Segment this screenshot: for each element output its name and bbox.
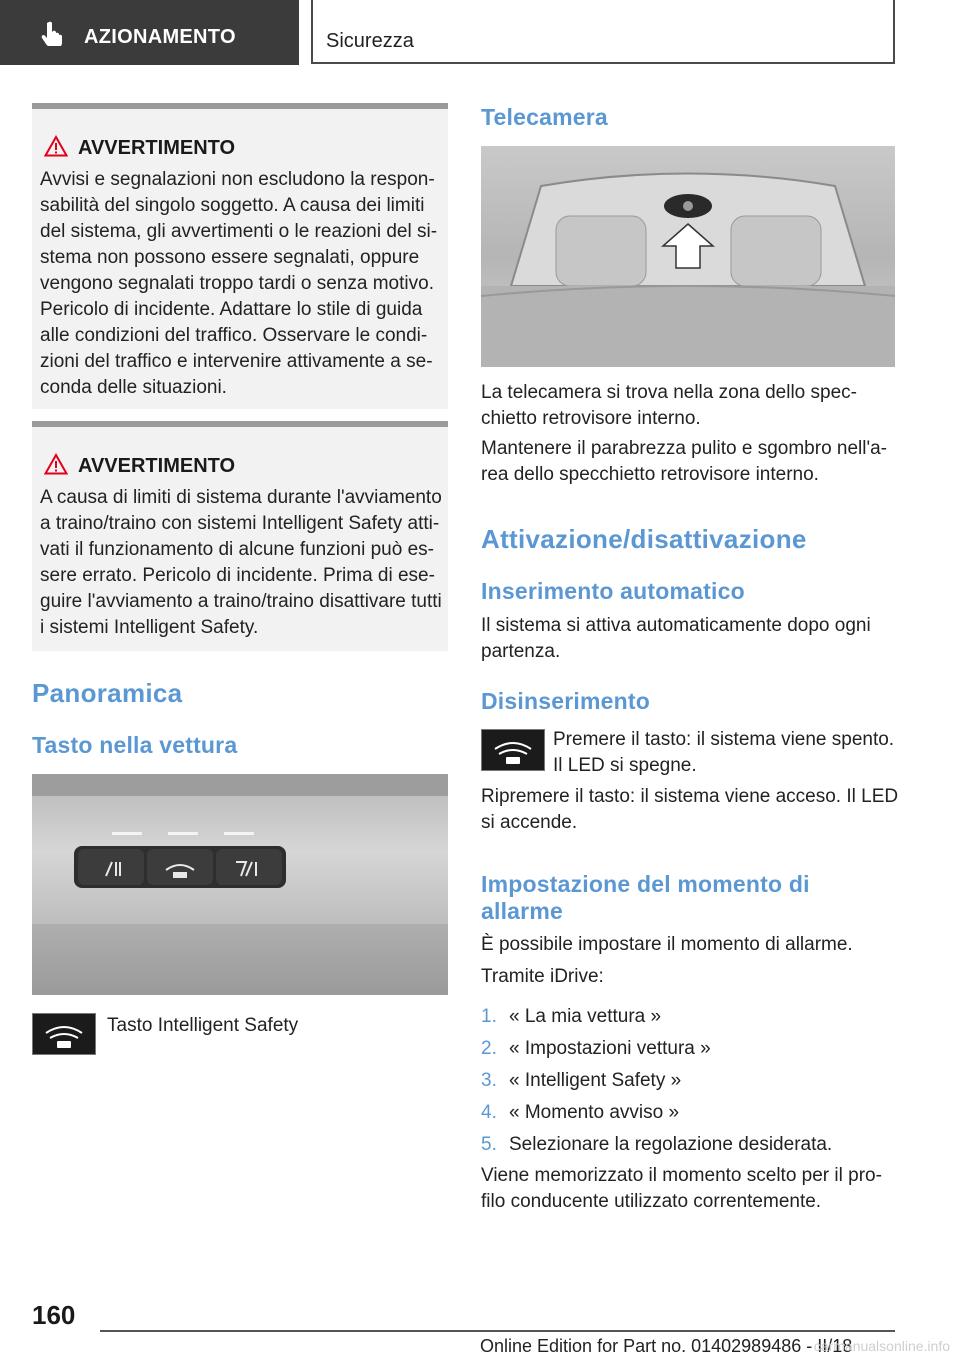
warning-triangle-icon <box>44 453 68 475</box>
off-text: Premere il tasto: il sistema viene spento. Il LED si spegne. <box>553 729 895 776</box>
step-number: 2. <box>481 1038 497 1059</box>
heading-disinserimento: Disinserimento <box>481 688 650 714</box>
step-text: « La mia vettura » <box>509 1006 662 1027</box>
footer-rule <box>100 1330 895 1332</box>
auto-text: Il sistema si attiva automaticamente dopo ogni partenza. <box>481 615 871 662</box>
warning-text: Avvisi e segnalazioni non escludono la respon- sabilità del singolo soggetto. A causa dei limiti del sistema, gli avvertimenti o le reazioni del si- stema non possono essere segnalati, oppure vengono segnalati troppo tardi o senza motivo. Pericolo di incidente. Adattare lo stile di guida alle condizioni del traffico. Osservare le condi- zioni del traffico e intervenire attivamente a se- conda delle situazioni. <box>40 169 438 398</box>
section-title: AZIONAMENTO <box>84 26 236 48</box>
step-number: 4. <box>481 1102 497 1123</box>
idrive-text: Tramite iDrive: <box>481 966 604 987</box>
warning-title: AVVERTIMENTO <box>78 455 236 477</box>
timing-text: È possibile impostare il momento di allarme. <box>481 934 853 955</box>
heading-attivazione: Attivazione/disattivazione <box>481 524 807 554</box>
camera-text-1: La telecamera si trova nella zona dello spec- chietto retrovisore interno. <box>481 382 857 429</box>
warning-box-2 <box>32 421 448 651</box>
warning-triangle-icon <box>44 135 68 157</box>
heading-tasto: Tasto nella vettura <box>32 732 238 758</box>
heading-inserimento: Inserimento automatico <box>481 578 745 604</box>
warning-box-1 <box>32 103 448 409</box>
camera-text-2: Mantenere il parabrezza pulito e sgombro nell'a- rea dello specchietto retrovisore interno. <box>481 438 888 485</box>
step-number: 1. <box>481 1006 497 1027</box>
step-text: « Intelligent Safety » <box>509 1070 682 1091</box>
watermark: carmanualsonline.info <box>813 1338 950 1354</box>
warning-text: A causa di limiti di sistema durante l'avviamento a traino/traino con sistemi Intelligent Safety atti- vati il funzionamento di alcune funzioni può es- sere errato. Pericolo di incidente. Prima di ese- guire l'avviamento a traino/traino disattivare tutti i sistemi Intelligent Safety. <box>40 487 442 638</box>
intelligent-safety-button-icon <box>481 729 545 771</box>
heading-impostazione: Impostazione del momento di allarme <box>481 871 810 924</box>
warning-title: AVVERTIMENTO <box>78 137 236 159</box>
step-number: 5. <box>481 1134 497 1155</box>
button-caption: Tasto Intelligent Safety <box>107 1015 299 1036</box>
heading-telecamera: Telecamera <box>481 104 608 130</box>
intelligent-safety-button-icon <box>32 1013 96 1055</box>
camera-photo <box>481 146 895 367</box>
page-number: 160 <box>32 1300 76 1330</box>
step-text: « Momento avviso » <box>509 1102 680 1123</box>
step-text: Selezionare la regolazione desiderata. <box>509 1134 833 1155</box>
chapter-header <box>311 0 895 64</box>
edition-text: Online Edition for Part no. 01402989486 - II/18 <box>480 1336 853 1356</box>
step-text: « Impostazioni vettura » <box>509 1038 711 1059</box>
on-text: Ripremere il tasto: il sistema viene acceso. Il LED si accende. <box>481 786 899 833</box>
heading-panoramica: Panoramica <box>32 678 183 708</box>
step-number: 3. <box>481 1070 497 1091</box>
final-text: Viene memorizzato il momento scelto per il pro- filo conducente utilizzato correntemente. <box>481 1165 882 1212</box>
chapter-title: Sicurezza <box>326 30 414 52</box>
button-panel-photo <box>32 774 448 995</box>
section-tab <box>0 0 299 65</box>
hand-pointer-icon <box>40 20 66 46</box>
